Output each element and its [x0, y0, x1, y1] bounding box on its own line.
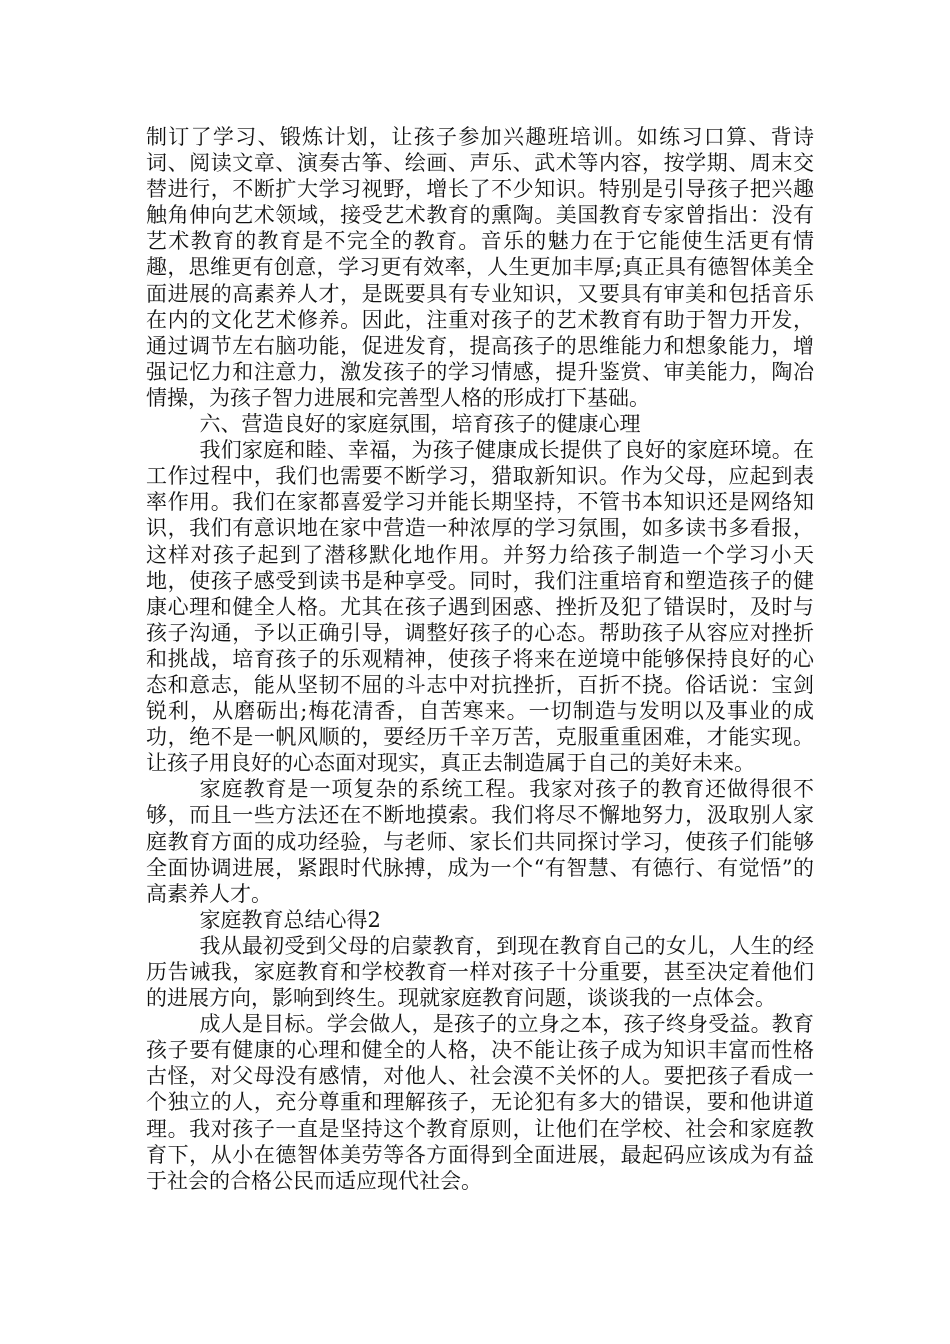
- paragraph-family-atmosphere: 我们家庭和睦、幸福，为孩子健康成长提供了良好的家庭环境。在工作过程中，我们也需要不断学习，猎取新知识。作为父母，应起到表率作用。我们在家都喜爱学习并能长期坚持，不管书本知识还是网络知识，我们有意识地在家中营造一种浓厚的学习氛围，如多读书多看报，这样对孩子起到了潜移默化地作用。并努力给孩子制造一个学习小天地，使孩子感受到读书是种享受。同时，我们注重培育和塑造孩子的健康心理和健全人格。尤其在孩子遇到困惑、挫折及犯了错误时，及时与孩子沟通，予以正确引导，调整好孩子的心态。帮助孩子从容应对挫折和挑战，培育孩子的乐观精神，使孩子将来在逆境中能够保持良好的心态和意志，能从坚韧不屈的斗志中对抗挫折，百折不挠。俗话说：宝剑锐利，从磨砺出;梅花清香，自苦寒来。一切制造与发明以及事业的成功，绝不是一帆风顺的，要经历千辛万苦，克服重重困难，才能实现。让孩子用良好的心态面对现实，真正去制造属于自己的美好未来。: [146, 438, 814, 776]
- section-heading-summary-2: 家庭教育总结心得2: [199, 907, 381, 932]
- paragraph-system-engineering: 家庭教育是一项复杂的系统工程。我家对孩子的教育还做得很不够，而且一些方法还在不断地摸索。我们将尽不懈地努力，汲取别人家庭教育方面的成功经验，与老师、家长们共同探讨学习，使孩子们能够全面协调进展，紧跟时代脉搏，成为一个“有智慧、有德行、有觉悟”的高素养人才。: [146, 777, 814, 906]
- section-heading-six: 六、营造良好的家庭氛围，培育孩子的健康心理: [199, 412, 641, 437]
- paragraph-art-education: 制订了学习、锻炼计划，让孩子参加兴趣班培训。如练习口算、背诗词、阅读文章、演奏古筝、绘画、声乐、武术等内容，按学期、周末交替进行，不断扩大学习视野，增长了不少知识。特别是引导孩子把兴趣触角伸向艺术领域，接受艺术教育的熏陶。美国教育专家曾指出：没有艺术教育的教育是不完全的教育。音乐的魅力在于它能使生活更有情趣，思维更有创意，学习更有效率，人生更加丰厚;真正具有德智体美全面进展的高素养人才，是既要具有专业知识，又要具有审美和包括音乐在内的文化艺术修养。因此，注重对孩子的艺术教育有助于智力开发，通过调节左右脑功能，促进发育，提高孩子的思维能力和想象能力，增强记忆力和注意力，激发孩子的学习情感，提升鉴赏、审美能力，陶冶情操，为孩子智力进展和完善型人格的形成打下基础。: [146, 125, 814, 410]
- paragraph-becoming-adult: 成人是目标。学会做人，是孩子的立身之本，孩子终身受益。教育孩子要有健康的心理和健全的人格，决不能让孩子成为知识丰富而性格古怪，对父母没有感情，对他人、社会漠不关怀的人。要把孩子看成一个独立的人，充分尊重和理解孩子，无论犯有多大的错误，要和他讲道理。我对孩子一直是坚持这个教育原则，让他们在学校、社会和家庭教育下，从小在德智体美劳等各方面得到全面进展，最起码应该成为有益于社会的合格公民而适应现代社会。: [146, 1012, 814, 1193]
- paragraph-enlightenment: 我从最初受到父母的启蒙教育，到现在教育自己的女儿，人生的经历告诫我，家庭教育和学校教育一样对孩子十分重要，甚至决定着他们的进展方向，影响到终生。现就家庭教育问题，谈谈我的一点体会。: [146, 933, 814, 1011]
- document-page: [146, 124, 814, 1194]
